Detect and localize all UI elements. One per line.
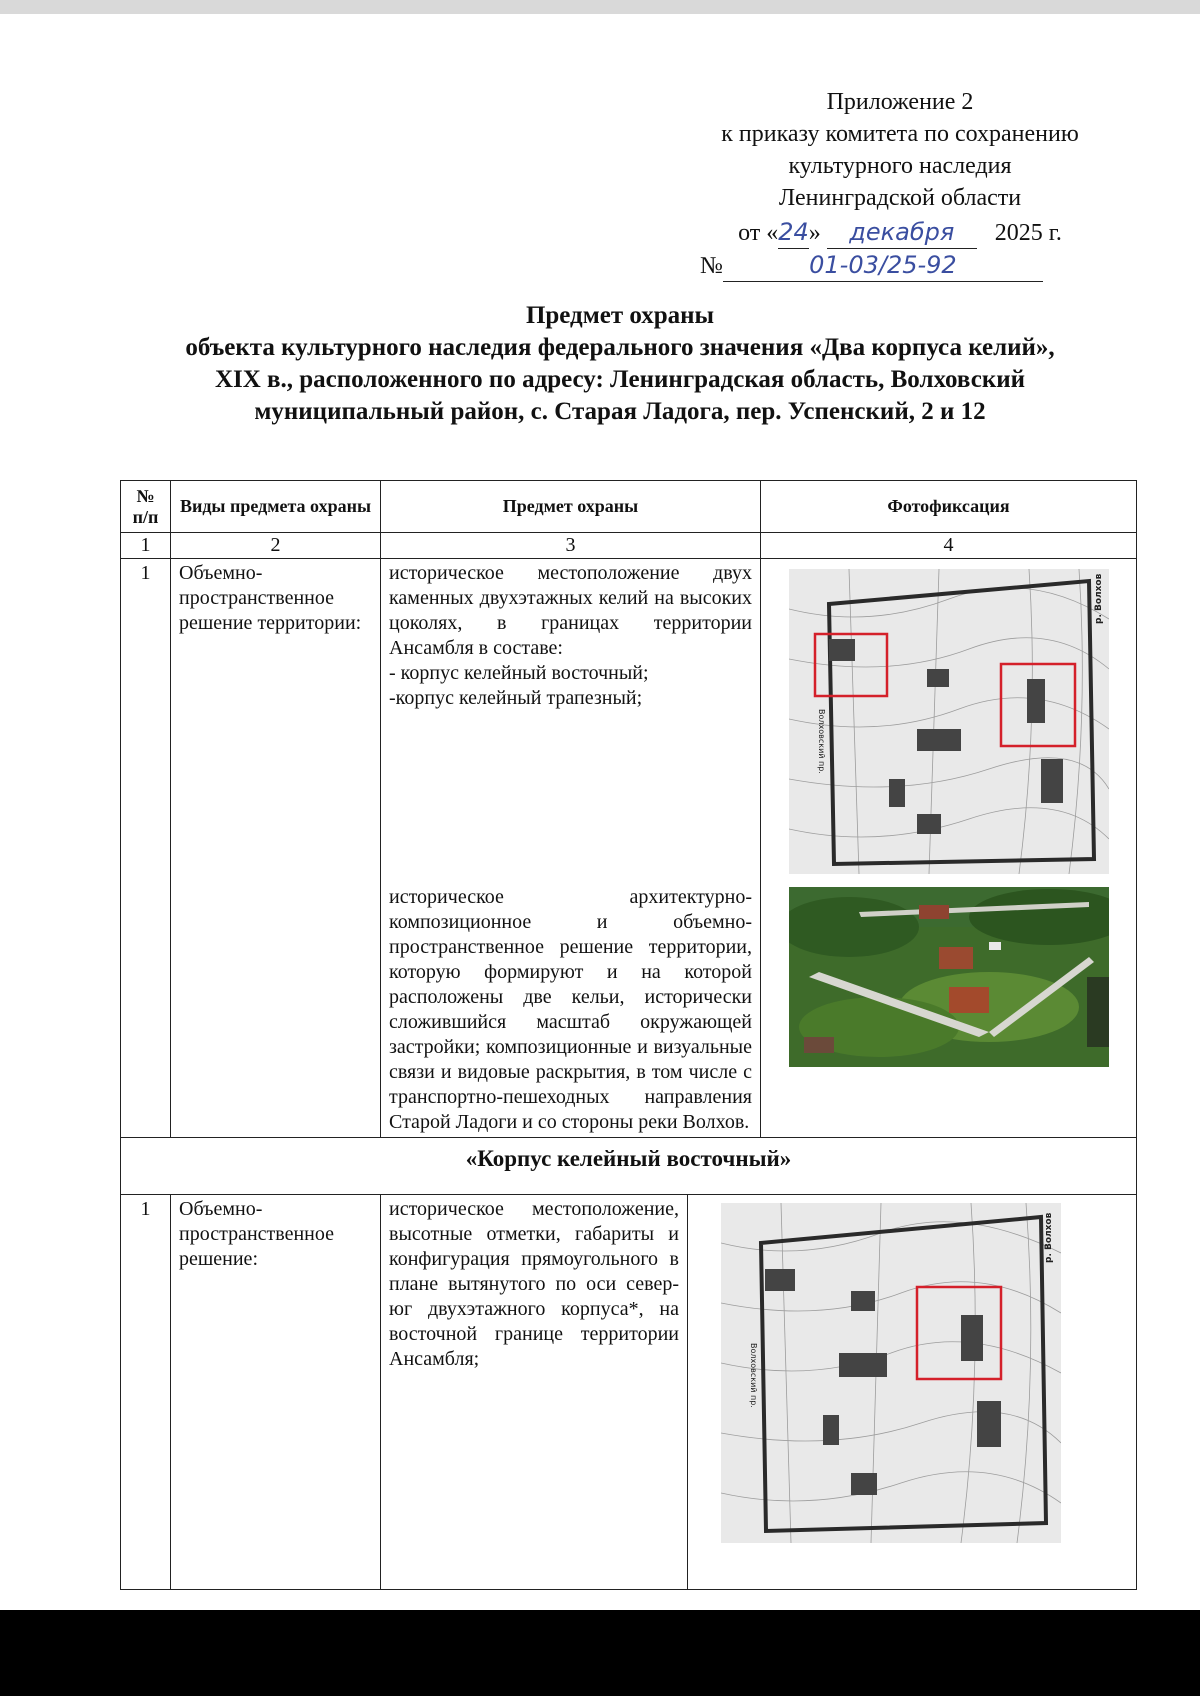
title-line-2: объекта культурного наследия федерального значения «Два корпуса келий», [185, 334, 1055, 361]
appendix-line-2: к приказу комитета по сохранению [721, 121, 1079, 147]
row1-num: 1 [121, 559, 171, 1138]
row2-kind: Объемно-пространственное решение: [171, 1195, 381, 1590]
date-day-handwritten: 24 [778, 216, 809, 249]
map-river-label: р. Волхов [1093, 573, 1104, 624]
protection-table [120, 480, 1137, 1590]
appendix-date: от «24» декабря 2025 г. [680, 216, 1120, 249]
svg-text:Волховский пр.: Волховский пр. [748, 1343, 758, 1408]
section-row [121, 1138, 1137, 1195]
row1-text-location: историческое местоположение двух каменных двухэтажных келий на высоких цоколях, в границах территории Ансамбля в составе: - корпус келейный восточный; -корпус келейный трапезный; [381, 559, 761, 884]
title-line-4: муниципальный район, с. Старая Ладога, пер. Успенский, 2 и 12 [254, 398, 986, 425]
row2-photo-cell [748, 1195, 1137, 1590]
scan-top-strip [0, 0, 1200, 14]
row1-kind: Объемно-пространственное решение территории: [171, 559, 381, 1138]
row2-text: историческое местоположение, высотные отметки, габариты и конфигурация прямоугольного в плане вытянутого по оси север-юг двухэтажного корпуса*, на восточной границе территории Ансамбля; [381, 1195, 688, 1589]
site-plan-map-2 [721, 1203, 1061, 1543]
header-num: № п/п [121, 481, 171, 533]
table-row [121, 1195, 1137, 1590]
appendix-header [680, 86, 1120, 282]
header-kind: Виды предмета охраны [171, 481, 381, 533]
table-header-row [121, 481, 1137, 533]
row2-num: 1 [121, 1195, 171, 1590]
svg-text:р. Волхов: р. Волхов [1043, 1212, 1054, 1263]
appendix-line-3: культурного наследия [788, 153, 1012, 179]
order-number-handwritten: 01-03/25-92 [723, 249, 1043, 282]
row2-text-cell [381, 1195, 761, 1590]
table-row [121, 559, 1137, 884]
site-plan-map-1 [789, 569, 1109, 874]
date-month-handwritten: декабря [827, 216, 977, 249]
map-street-label: Волховский пр. [816, 709, 826, 774]
scan-bottom-bar [0, 1610, 1200, 1696]
title-line-1: Предмет охраны [525, 302, 715, 329]
row1-photo-map-cell [761, 559, 1137, 884]
aerial-photo [789, 887, 1109, 1067]
appendix-line-1: Приложение 2 [826, 89, 974, 115]
appendix-number: № 01-03/25-92 [680, 249, 1120, 282]
section-title: «Корпус келейный восточный» [121, 1138, 1137, 1195]
header-subject: Предмет охраны [381, 481, 761, 533]
row1-text-composition: историческое архитектурно-композиционное и объемно-пространственное решение территории, которую формируют и на которой расположены две кельи, исторически сложившийся масштаб окружающей застройки; композиционные и визуальные связи и видовые раскрытия, в том числе с транспортно-пешеходных направления Старой Ладоги и со стороны реки Волхов. [381, 883, 761, 1138]
header-photo: Фотофиксация [761, 481, 1137, 533]
column-number-row: 1 2 3 4 [121, 533, 1137, 559]
title-line-3: XIX в., расположенного по адресу: Ленинградская область, Волховский [214, 366, 1026, 393]
document-title [100, 300, 1140, 428]
appendix-line-4: Ленинградской области [778, 185, 1022, 211]
row1-photo-aerial-cell [761, 883, 1137, 1138]
